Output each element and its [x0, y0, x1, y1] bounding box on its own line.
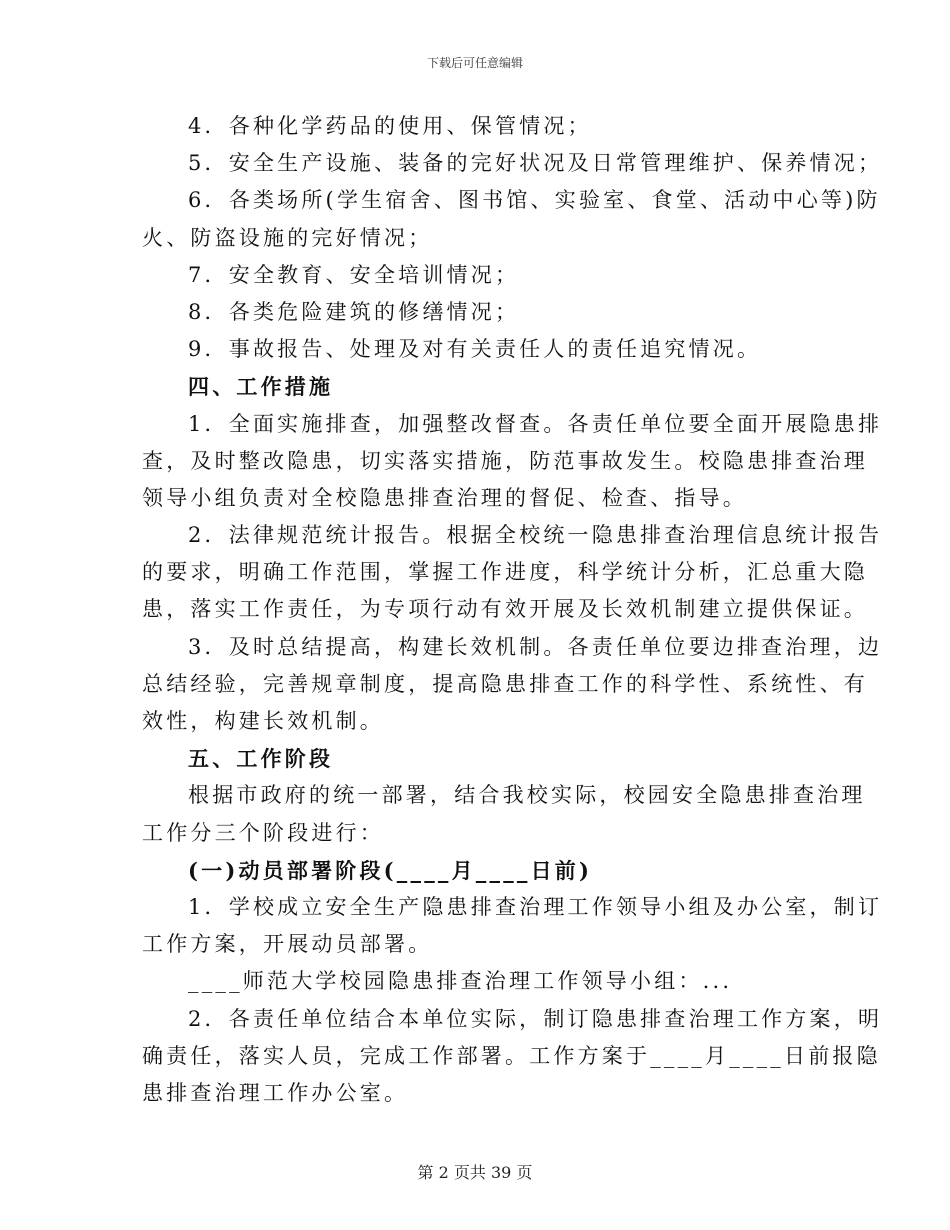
text-line: 1．全面实施排查，加强整改督查。各责任单位要全面开展隐患排	[188, 411, 883, 436]
text-line: 的要求，明确工作范围，掌握工作进度，科学统计分析，汇总重大隐	[142, 560, 868, 585]
text-line: 5．安全生产设施、装备的完好状况及日常管理维护、保养情况；	[188, 151, 883, 176]
document-body	[142, 108, 883, 1112]
text-line: 工作方案，开展动员部署。	[142, 932, 433, 957]
text-line: 工作分三个阶段进行：	[142, 820, 384, 845]
text-line: 领导小组负责对全校隐患排查治理的督促、检查、指导。	[142, 485, 747, 510]
text-line: 3．及时总结提高，构建长效机制。各责任单位要边排查治理，边	[188, 634, 883, 659]
text-line: 4．各种化学药品的使用、保管情况；	[188, 114, 592, 138]
section-heading: (一)动员部署阶段(____月____日前)	[188, 857, 593, 883]
page-header-note: 下载后可任意编辑	[426, 56, 523, 70]
text-line: 7．安全教育、安全培训情况；	[188, 262, 520, 287]
section-heading: 四、工作措施	[188, 374, 334, 400]
text-line: 2．各责任单位结合本单位实际，制订隐患排查治理工作方案，明	[188, 1006, 883, 1031]
text-line: 患，落实工作责任，为专项行动有效开展及长效机制建立提供保证。	[142, 597, 868, 622]
text-line: 患排查治理工作办公室。	[142, 1080, 409, 1105]
text-line: ____师范大学校园隐患排查治理工作领导小组：...	[188, 969, 733, 994]
section-heading: 五、工作阶段	[188, 746, 334, 772]
text-line: 9．事故报告、处理及对有关责任人的责任追究情况。	[188, 337, 762, 362]
text-line: 确责任，落实人员，完成工作部署。工作方案于____月____日前报隐	[142, 1043, 881, 1068]
text-line: 总结经验，完善规章制度，提高隐患排查工作的科学性、系统性、有	[142, 671, 868, 696]
text-line: 6．各类场所(学生宿舍、图书馆、实验室、食堂、活动中心等)防	[188, 188, 881, 213]
text-line: 根据市政府的统一部署，结合我校实际，校园安全隐患排查治理	[188, 783, 866, 808]
text-line: 2．法律规范统计报告。根据全校统一隐患排查治理信息统计报告	[188, 523, 883, 548]
text-line: 火、防盗设施的完好情况；	[142, 225, 433, 250]
text-line: 效性，构建长效机制。	[142, 709, 384, 733]
page-number: 第 2 页共 39 页	[417, 1163, 533, 1182]
text-line: 查，及时整改隐患，切实落实措施，防范事故发生。校隐患排查治理	[142, 448, 868, 473]
text-line: 8．各类危险建筑的修缮情况；	[188, 299, 520, 324]
text-line: 1．学校成立安全生产隐患排查治理工作领导小组及办公室，制订	[188, 894, 883, 919]
